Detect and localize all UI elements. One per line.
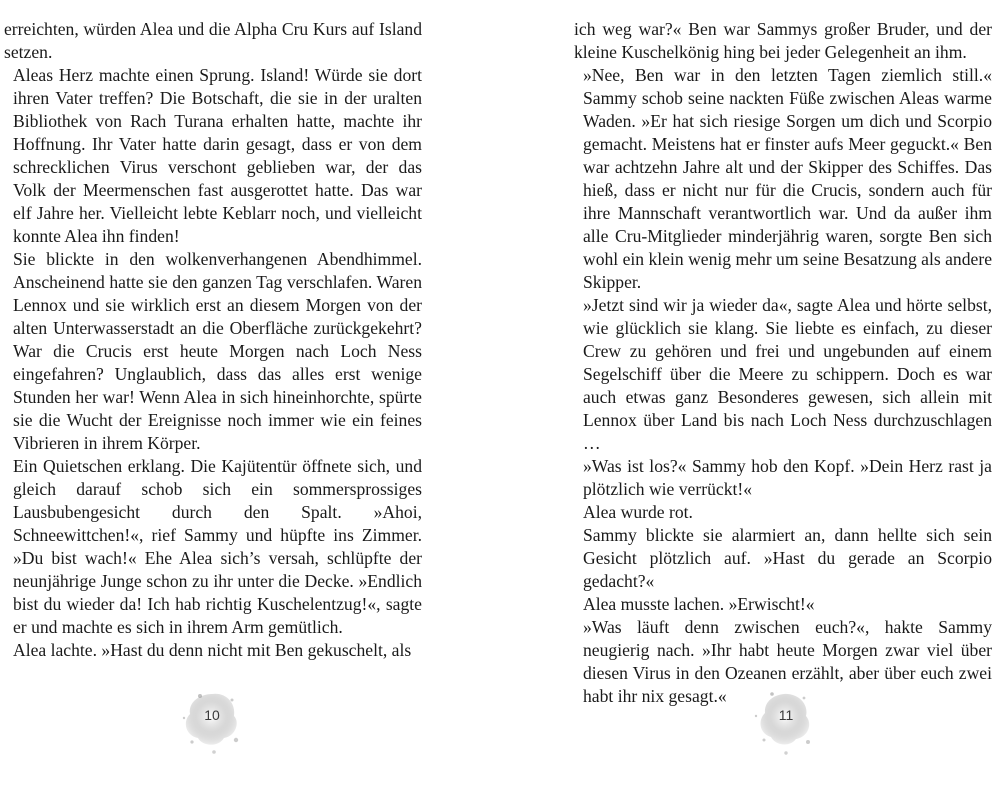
paragraph: Sie blickte in den wolkenverhangenen Abendhimmel. Anscheinend hatte sie den ganzen Tag verschlafen. Waren Lennox und sie wirklich erst an diesem Morgen von der alten Unterwasserstadt an die Oberfläche zurückgekehrt? War die Crucis erst heute Morgen nach Loch Ness eingefahren? Unglaublich, dass das alles erst wenige Stunden her war! Wenn Alea in sich hineinhorchte, spürte sie die Wucht der Ereignisse noch immer wie ein feines Vibrieren in ihrem Körper. bbox=[13, 249, 422, 453]
paragraph: Ein Quietschen erklang. Die Kajütentür öffnete sich, und gleich darauf schob sich ein sommersprossiges Lausbubengesicht durch den Spalt. »Ahoi, Schneewittchen!«, rief Sammy und hüpfte ins Zimmer. »Du bist wach!« Ehe Alea sich’s versah, schlüpfte der neunjährige Junge schon zu ihr unter die Decke. »Endlich bist du wieder da! Ich hab richtig Kuschelentzug!«, sagte er und machte es sich in ihrem Arm gemütlich. bbox=[13, 456, 422, 637]
paragraph: Alea wurde rot. bbox=[583, 502, 693, 522]
page-number: 10 bbox=[204, 707, 220, 723]
paragraph: ich weg war?« Ben war Sammys großer Bruder, und der kleine Kuschelkönig hing bei jeder Gelegenheit an ihm. bbox=[574, 19, 992, 62]
paragraph: »Was ist los?« Sammy hob den Kopf. »Dein Herz rast ja plötzlich wie verrückt!« bbox=[583, 456, 992, 499]
page-number-ornament bbox=[744, 682, 828, 762]
paragraph: Sammy blickte sie alarmiert an, dann hellte sich sein Gesicht plötzlich auf. »Hast du gerade an Scorpio gedacht?« bbox=[583, 525, 992, 591]
paragraph: Aleas Herz machte einen Sprung. Island! Würde sie dort ihren Vater treffen? Die Botschaft, die sie in der uralten Bibliothek von Rach Turana erhalten hatte, machte ihr Hoffnung. Ihr Vater hatte darin gesagt, dass er von dem schrecklichen Virus verschont geblieben war, der das Volk der Meermenschen fast ausgerottet hatte. Das war elf Jahre her. Vielleicht lebte Keblarr noch, und vielleicht konnte Alea ihn finden! bbox=[13, 65, 422, 246]
page-number-ornament bbox=[170, 682, 254, 762]
page-number: 11 bbox=[778, 707, 794, 723]
paragraph: Alea lachte. »Hast du denn nicht mit Ben gekuschelt, als bbox=[13, 640, 412, 660]
paragraph: »Was läuft denn zwischen euch?«, hakte Sammy neugierig nach. »Ihr habt heute Morgen zwar viel über diesen Virus in den Ozeanen erzählt, aber über euch zwei habt ihr nix gesagt.« bbox=[583, 617, 992, 706]
right-page-text bbox=[574, 18, 992, 708]
paragraph: erreichten, würden Alea und die Alpha Cru Kurs auf Island setzen. bbox=[4, 19, 422, 62]
paragraph: »Jetzt sind wir ja wieder da«, sagte Alea und hörte selbst, wie glücklich sie klang. Sie liebte es einfach, zu dieser Crew zu gehören und frei und ungebunden auf einem Segelschiff über die Meere zu schippern. Doch es war auch etwas ganz Besonderes gewesen, sich allein mit Lennox über Land bis nach Loch Ness durchzuschlagen … bbox=[583, 295, 992, 453]
paragraph: Alea musste lachen. »Erwischt!« bbox=[583, 594, 815, 614]
left-page-text bbox=[4, 18, 422, 662]
paragraph: »Nee, Ben war in den letzten Tagen ziemlich still.« Sammy schob seine nackten Füße zwischen Aleas warme Waden. »Er hat sich riesige Sorgen um dich und Scorpio gemacht. Meistens hat er finster aufs Meer geguckt.« Ben war achtzehn Jahre alt und der Skipper des Schiffes. Das hieß, dass er nicht nur für die Crucis, sondern auch für ihre Mannschaft verantwortlich war. Und da außer ihm alle Cru-Mitglieder minderjährig waren, sorgte Ben sich wohl ein klein wenig mehr um seine Besatzung als andere Skipper. bbox=[583, 65, 992, 292]
